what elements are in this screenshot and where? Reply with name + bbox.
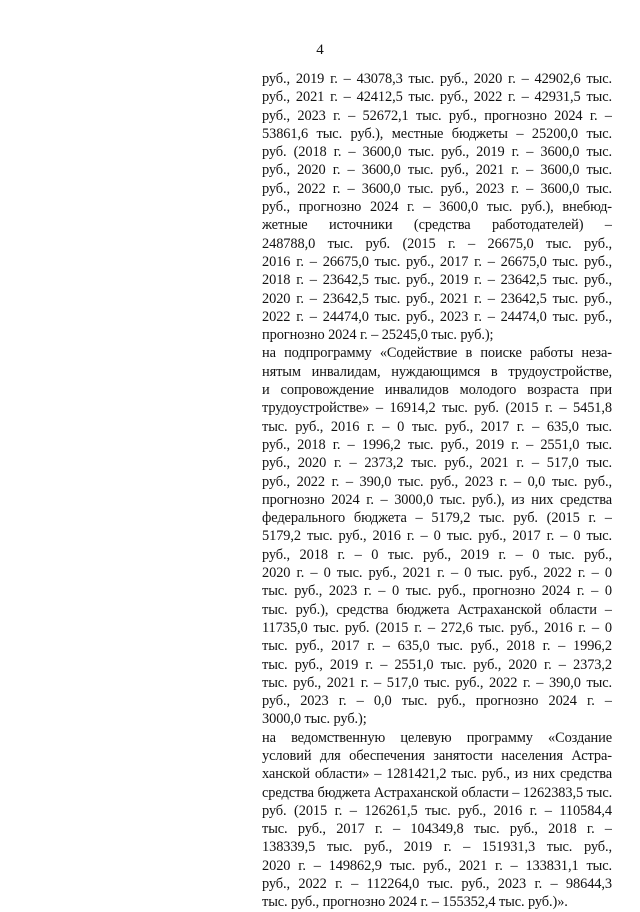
text-line: руб., 2020 г. – 3600,0 тыс. руб., 2021 г. – 3600,0 тыс. (262, 162, 612, 179)
text-line: тыс. руб.), средства бюджета Астраханской области – (262, 601, 612, 618)
text-line: тыс. руб., 2019 г. – 2551,0 тыс. руб., 2020 г. – 2373,2 (262, 656, 612, 673)
text-line: ханской области» – 1281421,2 тыс. руб., из них средства (262, 766, 612, 783)
text-line: на ведомственную целевую программу «Создание (262, 729, 612, 746)
text-line: руб. (2018 г. – 3600,0 тыс. руб., 2019 г. – 3600,0 тыс. (262, 144, 612, 161)
text-line: 2018 г. – 23642,5 тыс. руб., 2019 г. – 23642,5 тыс. руб., (262, 272, 612, 289)
text-line: 53861,6 тыс. руб.), местные бюджеты – 25200,0 тыс. (262, 125, 612, 142)
text-line: руб., 2018 г. – 0 тыс. руб., 2019 г. – 0 тыс. руб., (262, 546, 612, 563)
text-line: 248788,0 тыс. руб. (2015 г. – 26675,0 тыс. руб., (262, 235, 612, 252)
body-text-column (262, 70, 612, 912)
text-line: руб., 2019 г. – 43078,3 тыс. руб., 2020 г. – 42902,6 тыс. (262, 71, 612, 87)
text-line: тыс. руб., 2021 г. – 517,0 тыс. руб., 2022 г. – 390,0 тыс. (262, 674, 612, 691)
text-line: на подпрограмму «Содействие в поиске работы неза- (262, 345, 612, 362)
text-line: тыс. руб., прогнозно 2024 г. – 155352,4 тыс. руб.)». (262, 894, 568, 911)
text-line: тыс. руб., 2023 г. – 0 тыс. руб., прогнозно 2024 г. – 0 (262, 583, 612, 600)
text-line: средства бюджета Астраханской области – 1262383,5 тыс. (262, 784, 612, 801)
text-line: 5179,2 тыс. руб., 2016 г. – 0 тыс. руб., 2017 г. – 0 тыс. (262, 528, 612, 545)
text-line: руб., 2018 г. – 1996,2 тыс. руб., 2019 г. – 2551,0 тыс. (262, 436, 612, 453)
text-line: 2016 г. – 26675,0 тыс. руб., 2017 г. – 26675,0 тыс. руб., (262, 253, 612, 270)
text-line: руб., 2020 г. – 2373,2 тыс. руб., 2021 г. – 517,0 тыс. (262, 455, 612, 472)
text-line: 2020 г. – 23642,5 тыс. руб., 2021 г. – 23642,5 тыс. руб., (262, 290, 612, 307)
text-line: 138339,5 тыс. руб., 2019 г. – 151931,3 тыс. руб., (262, 839, 612, 856)
text-line: прогнозно 2024 г. – 25245,0 тыс. руб.); (262, 327, 494, 344)
text-line: руб., 2022 г. – 112264,0 тыс. руб., 2023 г. – 98644,3 (262, 876, 612, 893)
page-number: 4 (316, 42, 324, 58)
text-line: руб. (2015 г. – 126261,5 тыс. руб., 2016 г. – 110584,4 (262, 802, 612, 819)
text-line: жетные источники (средства работодателей) – (262, 217, 612, 234)
text-line: руб., 2021 г. – 42412,5 тыс. руб., 2022 г. – 42931,5 тыс. (262, 89, 612, 106)
text-line: руб., прогнозно 2024 г. – 3600,0 тыс. руб.), внебюд- (262, 199, 612, 216)
text-line: руб., 2022 г. – 390,0 тыс. руб., 2023 г. – 0,0 тыс. руб., (262, 473, 612, 490)
text-line: 11735,0 тыс. руб. (2015 г. – 272,6 тыс. руб., 2016 г. – 0 (262, 619, 612, 636)
text-line: руб., 2023 г. – 0,0 тыс. руб., прогнозно 2024 г. – (262, 693, 612, 710)
text-line: тыс. руб., 2017 г. – 635,0 тыс. руб., 2018 г. – 1996,2 (262, 638, 612, 655)
text-line: тыс. руб., 2016 г. – 0 тыс. руб., 2017 г. – 635,0 тыс. (262, 418, 612, 435)
text-line: 2020 г. – 149862,9 тыс. руб., 2021 г. – 133831,1 тыс. (262, 857, 612, 874)
text-line: 3000,0 тыс. руб.); (262, 711, 367, 728)
text-line: нятым инвалидам, нуждающимся в трудоустройстве, (262, 363, 612, 380)
text-line: руб., 2023 г. – 52672,1 тыс. руб., прогнозно 2024 г. – (262, 107, 612, 124)
text-line: прогнозно 2024 г. – 3000,0 тыс. руб.), из них средства (262, 491, 612, 508)
text-line: тыс. руб., 2017 г. – 104349,8 тыс. руб., 2018 г. – (262, 821, 612, 838)
text-line: и сопровождение инвалидов молодого возраста при (262, 382, 612, 399)
text-line: условий для обеспечения занятости населения Астра- (262, 747, 612, 764)
text-line: 2020 г. – 0 тыс. руб., 2021 г. – 0 тыс. руб., 2022 г. – 0 (262, 565, 612, 582)
text-line: 2022 г. – 24474,0 тыс. руб., 2023 г. – 24474,0 тыс. руб., (262, 308, 612, 325)
text-line: федерального бюджета – 5179,2 тыс. руб. (2015 г. – (262, 510, 612, 527)
text-line: трудоустройстве» – 16914,2 тыс. руб. (2015 г. – 5451,8 (262, 400, 612, 417)
text-line: руб., 2022 г. – 3600,0 тыс. руб., 2023 г. – 3600,0 тыс. (262, 180, 612, 197)
